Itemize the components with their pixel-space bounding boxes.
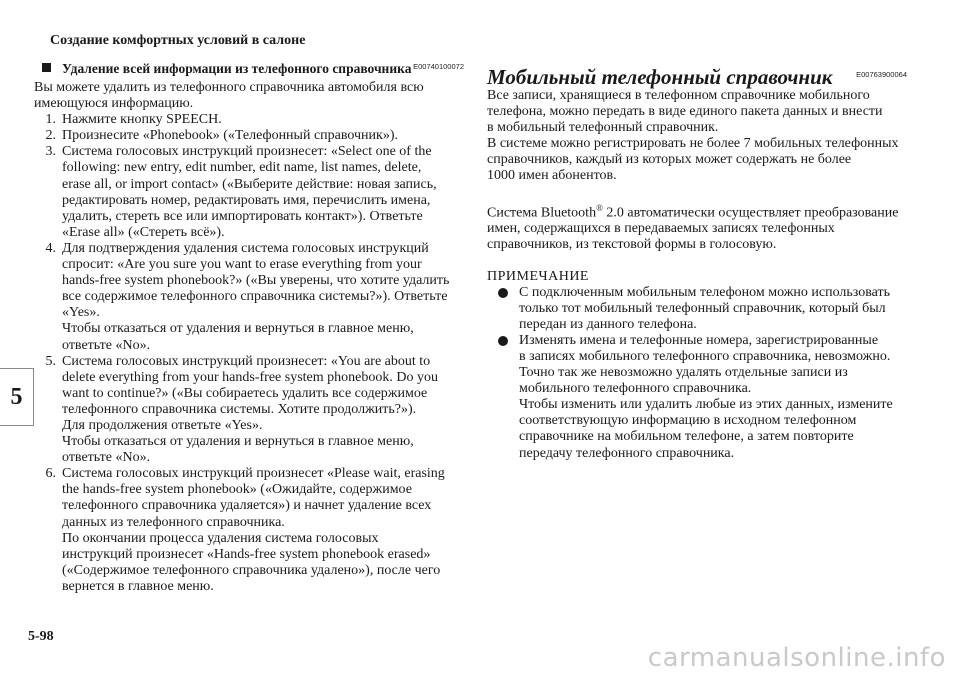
bluetooth-text: Система Bluetooth	[487, 205, 597, 221]
paragraph-2-rest: 2.0 автоматически осуществляет преобразование имен, содержащихся в передаваемых записях телефонных справочников, из текстовой формы в голосовую.	[487, 205, 899, 253]
note-text: Изменять имена и телефонные номера, зарегистрированные в записях мобильного телефонного справочника, невозможно. Точно так же невозможно удалять отдельные записи из мобильного телефонного справочника. Чтобы изменить или удалить любые из этих данных, измените соответствующую информацию в исходном телефонном справочнике на мобильном телефоне, а затем повторите передачу телефонного справочника.	[519, 332, 893, 461]
step-item	[34, 128, 464, 144]
paragraph-1: Все записи, хранящиеся в телефонном справочнике мобильного телефона, можно передать в виде единого пакета данных и внести в мобильный телефонный справочник. В системе можно регистрировать не более 7 мобильных телефонных справочников, каждый из которых может содержать не более 1000 имен абонентов.	[487, 88, 899, 184]
registered-mark: ®	[596, 202, 603, 213]
section-title: Удаление всей информации из телефонного справочника	[62, 60, 412, 76]
main-heading	[487, 57, 907, 89]
step-item	[34, 112, 464, 128]
page-header: Создание комфортных условий в салоне	[50, 33, 306, 48]
step-number: 1.	[45, 112, 56, 128]
step-item	[34, 241, 464, 354]
chapter-number: 5	[10, 383, 23, 410]
note-item	[487, 333, 907, 462]
step-item	[34, 354, 464, 467]
step-text: Система голосовых инструкций произнесет: «Select one of the following: new entry, edit number, edit name, list names, delete, erase all, or import contact» («Выберите действие: новая запись, редактировать номер, редактировать имя, перечислить имена, удалить, стереть все или импортировать контакт»). Ответьте «Erase all» («Стереть всё»).	[62, 144, 437, 240]
step-text: Нажмите кнопку SPEECH.	[62, 112, 222, 128]
watermark: carmanualsonline.info	[647, 643, 946, 673]
step-number: 3.	[45, 144, 56, 160]
bullet-dot-icon	[487, 285, 519, 333]
page-number: 5-98	[28, 629, 54, 644]
right-column	[487, 57, 907, 462]
square-bullet-icon	[42, 63, 51, 72]
chapter-tab	[0, 368, 34, 426]
bullet-dot-icon	[487, 333, 519, 462]
note-bullets	[487, 285, 907, 462]
section-heading	[42, 55, 464, 77]
step-number: 2.	[45, 128, 56, 144]
step-text: Для подтверждения удаления система голосовых инструкций спросит: «Are you sure you want to erase everything from your hands-free system phonebook?» («Вы уверены, что хотите удалить все содержимое телефонного справочника системы?»). Ответьте «Yes». Чтобы отказаться от удаления и вернуться в главное меню, ответьте «No».	[62, 240, 450, 353]
step-number: 6.	[45, 466, 56, 482]
steps-list	[34, 112, 464, 595]
note-text: С подключенным мобильным телефоном можно использовать только тот мобильный телефонный справочник, который был передан из данного телефона.	[519, 284, 891, 332]
step-text: Произнесите «Phonebook» («Телефонный справочник»).	[62, 128, 399, 144]
left-column	[34, 55, 464, 595]
step-text: Система голосовых инструкций произнесет «Please wait, erasing the hands-free system phonebook» («Ожидайте, содержимое телефонного справочника удаляется») и начнет удаление всех данных из телефонного справочника. По окончании процесса удаления система голосовых инструкций произнесет «Hands-free system phonebook erased» («Содержимое телефонного справочника удалено»), после чего вернется в главное меню.	[62, 466, 445, 594]
intro-paragraph: Вы можете удалить из телефонного справочника автомобиля всю имеющуюся информацию.	[34, 80, 424, 112]
main-title: Мобильный телефонный справочник	[487, 64, 833, 89]
note-item	[487, 285, 907, 333]
step-item	[34, 144, 464, 241]
step-text: Система голосовых инструкций произнесет: «You are about to delete everything from your hands-free system phonebook. Do you want to continue?» («Вы собираетесь удалить все содержимое телефонного справочника системы. Хотите продолжить?»). Для продолжения ответьте «Yes». Чтобы отказаться от удаления и вернуться в главное меню, ответьте «No».	[62, 353, 438, 466]
main-code: E00763900064	[856, 69, 907, 79]
paragraph-2	[487, 200, 907, 254]
step-number: 4.	[45, 240, 56, 256]
step-number: 5.	[45, 353, 56, 369]
section-code: E00740100072	[413, 61, 464, 71]
note-heading: ПРИМЕЧАНИЕ	[487, 268, 589, 284]
step-item	[34, 466, 464, 595]
